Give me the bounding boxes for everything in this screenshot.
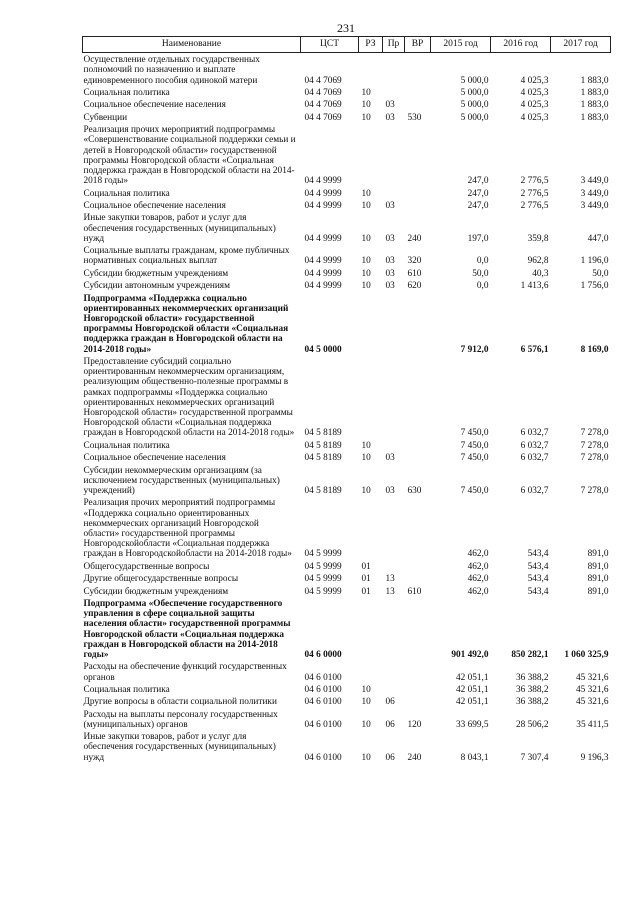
- table-row: [83, 730, 611, 763]
- cell-name: Субсидии бюджетным учреждениям: [83, 268, 229, 279]
- cell-vr: 610: [407, 268, 422, 279]
- cell-vr: 610: [407, 586, 422, 597]
- cell-vr: 620: [407, 281, 422, 292]
- document-page: [82, 20, 610, 763]
- cell-cst: 04 5 8189: [304, 428, 342, 439]
- cell-2015: 247,0: [467, 176, 489, 187]
- table-row: [83, 560, 611, 572]
- cell-pr: 03: [385, 268, 395, 279]
- cell-name: Иные закупки товаров, работ и услуг для обеспечения государственных (муниципальных) нужд: [83, 732, 276, 763]
- cell-rz: 10: [361, 453, 371, 464]
- cell-2016: 2 776,5: [520, 200, 549, 211]
- table-row: [83, 244, 611, 267]
- cell-cst: 04 4 9999: [304, 188, 342, 199]
- cell-pr: [383, 560, 405, 572]
- cell-pr: [383, 86, 405, 98]
- cell-cst: 04 4 9999: [304, 268, 342, 279]
- cell-pr: 03: [385, 100, 395, 111]
- cell-cst: 04 5 9999: [304, 574, 342, 585]
- cell-2016: 4 025,3: [520, 100, 549, 111]
- cell-rz: [359, 496, 383, 559]
- cell-2015: 8 043,1: [460, 752, 489, 763]
- cell-pr: 13: [385, 574, 395, 585]
- cell-cst: 04 5 9999: [304, 561, 342, 572]
- header-cst: ЦСТ: [301, 37, 359, 53]
- cell-2015: 7 912,0: [460, 344, 489, 355]
- cell-pr: 03: [385, 281, 395, 292]
- cell-cst: 04 4 9999: [304, 176, 342, 187]
- cell-2016: 543,4: [527, 586, 549, 597]
- cell-2016: 4 025,3: [520, 87, 549, 98]
- cell-2017: 3 449,0: [580, 188, 609, 199]
- cell-2017: 891,0: [587, 561, 609, 572]
- cell-name: Расходы на выплаты персоналу государственных (муниципальных) органов: [83, 709, 278, 730]
- cell-name: Социальные выплаты гражданам, кроме публичных нормативных социальных выплат: [83, 246, 290, 267]
- cell-vr: [405, 86, 431, 98]
- cell-vr: 240: [407, 233, 422, 244]
- cell-vr: [405, 572, 431, 584]
- page-number: 231: [337, 21, 355, 35]
- cell-2017: 891,0: [587, 549, 609, 560]
- cell-vr: [405, 355, 431, 439]
- cell-2016: 2 776,5: [520, 188, 549, 199]
- budget-table: [82, 36, 611, 763]
- cell-cst: 04 6 0000: [304, 649, 342, 660]
- cell-cst: 04 5 0000: [304, 344, 342, 355]
- cell-name: Социальная политика: [83, 684, 170, 695]
- cell-2015: 247,0: [467, 188, 489, 199]
- cell-2015: 0,0: [476, 256, 489, 267]
- cell-vr: [405, 597, 431, 660]
- cell-rz: 10: [361, 684, 371, 695]
- cell-2016: 28 506,2: [515, 719, 549, 730]
- cell-vr: [405, 199, 431, 211]
- cell-vr: [405, 291, 431, 354]
- cell-2017: 50,0: [592, 268, 609, 279]
- cell-rz: 10: [361, 440, 371, 451]
- cell-cst: 04 6 0100: [304, 719, 342, 730]
- table-header-row: [83, 37, 611, 53]
- table-row: [83, 279, 611, 291]
- cell-2016: 6 032,7: [520, 440, 549, 451]
- cell-rz: 10: [361, 200, 371, 211]
- cell-pr: [383, 683, 405, 695]
- cell-cst: 04 4 9999: [304, 233, 342, 244]
- cell-cst: 04 4 9999: [304, 281, 342, 292]
- cell-2015: 50,0: [472, 268, 489, 279]
- cell-2016: 36 388,2: [515, 697, 549, 708]
- cell-rz: [359, 53, 383, 86]
- table-row: [83, 660, 611, 683]
- cell-rz: 10: [361, 281, 371, 292]
- cell-2016: 36 388,2: [515, 672, 549, 683]
- cell-2016: 36 388,2: [515, 684, 549, 695]
- cell-name: Субсидии некоммерческим организациям (за исключением государственных (муниципальных) учреждений): [83, 465, 280, 496]
- header-2017: 2017 год: [551, 37, 611, 53]
- cell-pr: [383, 291, 405, 354]
- cell-name: Расходы на обеспечение функций государственных органов: [83, 662, 287, 683]
- cell-2017: 7 278,0: [580, 453, 609, 464]
- header-name: Наименование: [83, 37, 301, 53]
- cell-2017: 891,0: [587, 586, 609, 597]
- cell-2016: 2 776,5: [520, 176, 549, 187]
- cell-rz: 01: [361, 574, 371, 585]
- cell-pr: [383, 123, 405, 186]
- cell-2016: 962,8: [527, 256, 549, 267]
- cell-cst: 04 4 9999: [304, 256, 342, 267]
- cell-2016: 4 025,3: [520, 75, 549, 86]
- table-row: [83, 111, 611, 123]
- cell-name: Субвенции: [83, 112, 128, 123]
- cell-pr: 03: [385, 200, 395, 211]
- cell-pr: 03: [385, 233, 395, 244]
- cell-name: Реализация прочих мероприятий подпрограммы «Совершенствование социальной поддержки семьи и детей в Новгородской области» государственной программы Новгородской области «Социальная поддержка граждан в Новгородской области на 2014-2018 годы»: [83, 125, 296, 187]
- cell-vr: 630: [407, 485, 422, 496]
- cell-2016: 543,4: [527, 561, 549, 572]
- cell-2017: 1 883,0: [580, 112, 609, 123]
- cell-rz: 10: [361, 752, 371, 763]
- cell-cst: 04 5 9999: [304, 586, 342, 597]
- cell-cst: 04 5 8189: [304, 453, 342, 464]
- cell-cst: 04 6 0100: [304, 752, 342, 763]
- header-2016: 2016 год: [491, 37, 551, 53]
- cell-rz: 10: [361, 112, 371, 123]
- cell-2017: 1 883,0: [580, 75, 609, 86]
- cell-2015: 901 492,0: [451, 649, 489, 660]
- cell-2015: 462,0: [467, 549, 489, 560]
- cell-vr: [405, 439, 431, 451]
- cell-2016: 4 025,3: [520, 112, 549, 123]
- cell-pr: 03: [385, 453, 395, 464]
- cell-2015: 42 051,1: [455, 672, 489, 683]
- table-row: [83, 463, 611, 496]
- cell-pr: [383, 597, 405, 660]
- cell-name: Общегосударственные вопросы: [83, 561, 210, 572]
- cell-cst: 04 5 8189: [304, 485, 342, 496]
- cell-name: Социальная политика: [83, 188, 170, 199]
- table-row: [83, 98, 611, 110]
- table-row: [83, 211, 611, 244]
- table-body: [83, 53, 611, 763]
- table-row: [83, 496, 611, 559]
- table-row: [83, 707, 611, 730]
- cell-vr: 530: [407, 112, 422, 123]
- cell-vr: [405, 683, 431, 695]
- cell-2017: 45 321,6: [575, 672, 609, 683]
- table-row: [83, 267, 611, 279]
- cell-2015: 462,0: [467, 586, 489, 597]
- cell-name: Социальная политика: [83, 440, 170, 451]
- cell-2017: 45 321,6: [575, 684, 609, 695]
- cell-vr: [405, 451, 431, 463]
- table-row: [83, 186, 611, 198]
- cell-name: Предоставление субсидий социально ориентированным некоммерческим организациям, реализующим общественно-полезные программы в рамках подпрограммы «Поддержка социально ориентированных некоммерческих организаций Новгородской области» государственной программы Новгородской области «Социальная поддержка граждан в Новгородской области на 2014-2018 годы»: [83, 356, 295, 439]
- cell-name: Иные закупки товаров, работ и услуг для обеспечения государственных (муниципальных) нужд: [83, 213, 276, 244]
- cell-2016: 543,4: [527, 574, 549, 585]
- cell-2015: 462,0: [467, 574, 489, 585]
- cell-2015: 462,0: [467, 561, 489, 572]
- cell-name: Подпрограмма «Обеспечение государственного управления в сфере социальной защиты населения области» государственной программы Новгородской области «Социальная поддержка граждан в Новгородской области на 2014-2018 годы»: [83, 598, 291, 660]
- cell-2016: 6 032,7: [520, 453, 549, 464]
- cell-pr: [383, 660, 405, 683]
- cell-name: Другие общегосударственные вопросы: [83, 574, 239, 585]
- cell-vr: [405, 186, 431, 198]
- table-row: [83, 451, 611, 463]
- cell-2017: 447,0: [587, 233, 609, 244]
- table-row: [83, 695, 611, 707]
- cell-2016: 6 032,7: [520, 485, 549, 496]
- table-row: [83, 597, 611, 660]
- cell-vr: [405, 660, 431, 683]
- cell-rz: 10: [361, 256, 371, 267]
- cell-rz: 10: [361, 87, 371, 98]
- cell-cst: 04 6 0100: [304, 684, 342, 695]
- cell-2017: 9 196,3: [580, 752, 609, 763]
- cell-2017: 1 883,0: [580, 87, 609, 98]
- header-2015: 2015 год: [431, 37, 491, 53]
- cell-name: Социальное обеспечение населения: [83, 200, 226, 211]
- cell-pr: 03: [385, 112, 395, 123]
- header-pr: Пр: [383, 37, 405, 53]
- cell-pr: 06: [385, 697, 395, 708]
- cell-2015: 42 051,1: [455, 697, 489, 708]
- table-row: [83, 683, 611, 695]
- cell-pr: 06: [385, 752, 395, 763]
- cell-vr: [405, 496, 431, 559]
- cell-2015: 33 699,5: [455, 719, 489, 730]
- cell-2017: 7 278,0: [580, 428, 609, 439]
- cell-2015: 5 000,0: [460, 112, 489, 123]
- cell-rz: [359, 291, 383, 354]
- cell-2015: 5 000,0: [460, 100, 489, 111]
- cell-2017: 45 321,6: [575, 697, 609, 708]
- cell-2017: 1 756,0: [580, 281, 609, 292]
- cell-2015: 247,0: [467, 200, 489, 211]
- table-row: [83, 572, 611, 584]
- cell-2016: 359,8: [527, 233, 549, 244]
- cell-2016: 6 032,7: [520, 428, 549, 439]
- cell-pr: 03: [385, 485, 395, 496]
- cell-vr: [405, 98, 431, 110]
- cell-rz: 01: [361, 561, 371, 572]
- cell-cst: 04 6 0100: [304, 697, 342, 708]
- cell-cst: 04 4 9999: [304, 200, 342, 211]
- table-row: [83, 291, 611, 354]
- cell-pr: [383, 496, 405, 559]
- table-row: [83, 584, 611, 596]
- table-row: [83, 53, 611, 86]
- cell-rz: 10: [361, 268, 371, 279]
- cell-2015: 197,0: [467, 233, 489, 244]
- cell-rz: 10: [361, 233, 371, 244]
- cell-cst: 04 5 9999: [304, 549, 342, 560]
- cell-vr: 240: [407, 752, 422, 763]
- cell-2017: 8 169,0: [580, 344, 609, 355]
- cell-name: Субсидии бюджетным учреждениям: [83, 586, 229, 597]
- cell-2017: 891,0: [587, 574, 609, 585]
- cell-2015: 42 051,1: [455, 684, 489, 695]
- cell-2015: 0,0: [476, 281, 489, 292]
- table-row: [83, 439, 611, 451]
- cell-rz: 10: [361, 719, 371, 730]
- cell-rz: [359, 123, 383, 186]
- cell-name: Реализация прочих мероприятий подпрограммы «Поддержка социально ориентированных некоммерческих организаций Новгородской области» государственной программы Новгородскойобласти «Социальная поддержка граждан в Новгородскойобласти на 2014-2018 годы»: [83, 498, 292, 560]
- cell-2017: 7 278,0: [580, 440, 609, 451]
- cell-rz: [359, 597, 383, 660]
- cell-rz: 01: [361, 586, 371, 597]
- cell-rz: 10: [361, 485, 371, 496]
- cell-name: Социальное обеспечение населения: [83, 100, 226, 111]
- cell-name: Социальная политика: [83, 87, 170, 98]
- cell-2017: 7 278,0: [580, 485, 609, 496]
- cell-2017: 35 411,5: [576, 719, 609, 730]
- cell-name: Социальное обеспечение населения: [83, 453, 226, 464]
- cell-rz: 10: [361, 188, 371, 199]
- cell-pr: [383, 186, 405, 198]
- cell-cst: 04 4 7069: [304, 112, 342, 123]
- header-rz: РЗ: [359, 37, 383, 53]
- cell-2016: 6 576,1: [520, 344, 549, 355]
- table-row: [83, 123, 611, 186]
- cell-2017: 1 196,0: [580, 256, 609, 267]
- cell-pr: 03: [385, 256, 395, 267]
- table-row: [83, 199, 611, 211]
- cell-2017: 1 060 325,9: [564, 649, 609, 660]
- cell-vr: [405, 123, 431, 186]
- cell-pr: 06: [385, 719, 395, 730]
- cell-2015: 7 450,0: [460, 428, 489, 439]
- cell-2016: 850 282,1: [511, 649, 549, 660]
- cell-rz: 10: [361, 697, 371, 708]
- cell-pr: 13: [385, 586, 395, 597]
- cell-cst: 04 4 7069: [304, 75, 342, 86]
- cell-vr: 320: [407, 256, 422, 267]
- cell-name: Подпрограмма «Поддержка социально ориентированных некоммерческих организаций Новгородской области» государственной программы Новгородской области «Социальная поддержка граждан в Новгородской области на 2014-2018 годы»: [83, 293, 289, 355]
- cell-2016: 543,4: [527, 549, 549, 560]
- cell-2016: 1 413,6: [520, 281, 549, 292]
- cell-rz: [359, 660, 383, 683]
- cell-vr: [405, 560, 431, 572]
- cell-vr: 120: [407, 719, 422, 730]
- header-vr: ВР: [405, 37, 431, 53]
- cell-2017: 3 449,0: [580, 200, 609, 211]
- cell-2017: 1 883,0: [580, 100, 609, 111]
- cell-pr: [383, 355, 405, 439]
- table-row: [83, 86, 611, 98]
- cell-2015: 7 450,0: [460, 453, 489, 464]
- cell-vr: [405, 695, 431, 707]
- cell-2017: 3 449,0: [580, 176, 609, 187]
- cell-cst: 04 4 7069: [304, 87, 342, 98]
- cell-rz: [359, 355, 383, 439]
- cell-pr: [383, 439, 405, 451]
- cell-cst: 04 5 8189: [304, 440, 342, 451]
- cell-name: Субсидии автономным учреждениям: [83, 281, 230, 292]
- table-row: [83, 355, 611, 439]
- cell-name: Другие вопросы в области социальной политики: [83, 697, 277, 708]
- cell-name: Осуществление отдельных государственных полномочий по назначению и выплате единовременного пособия одинокой матери: [83, 55, 260, 86]
- cell-vr: [405, 53, 431, 86]
- cell-rz: 10: [361, 100, 371, 111]
- cell-2015: 5 000,0: [460, 87, 489, 98]
- cell-pr: [383, 53, 405, 86]
- cell-2016: 40,3: [532, 268, 549, 279]
- cell-2015: 7 450,0: [460, 485, 489, 496]
- cell-cst: 04 6 0100: [304, 672, 342, 683]
- cell-2015: 7 450,0: [460, 440, 489, 451]
- cell-2015: 5 000,0: [460, 75, 489, 86]
- cell-cst: 04 4 7069: [304, 100, 342, 111]
- cell-2016: 7 307,4: [520, 752, 549, 763]
